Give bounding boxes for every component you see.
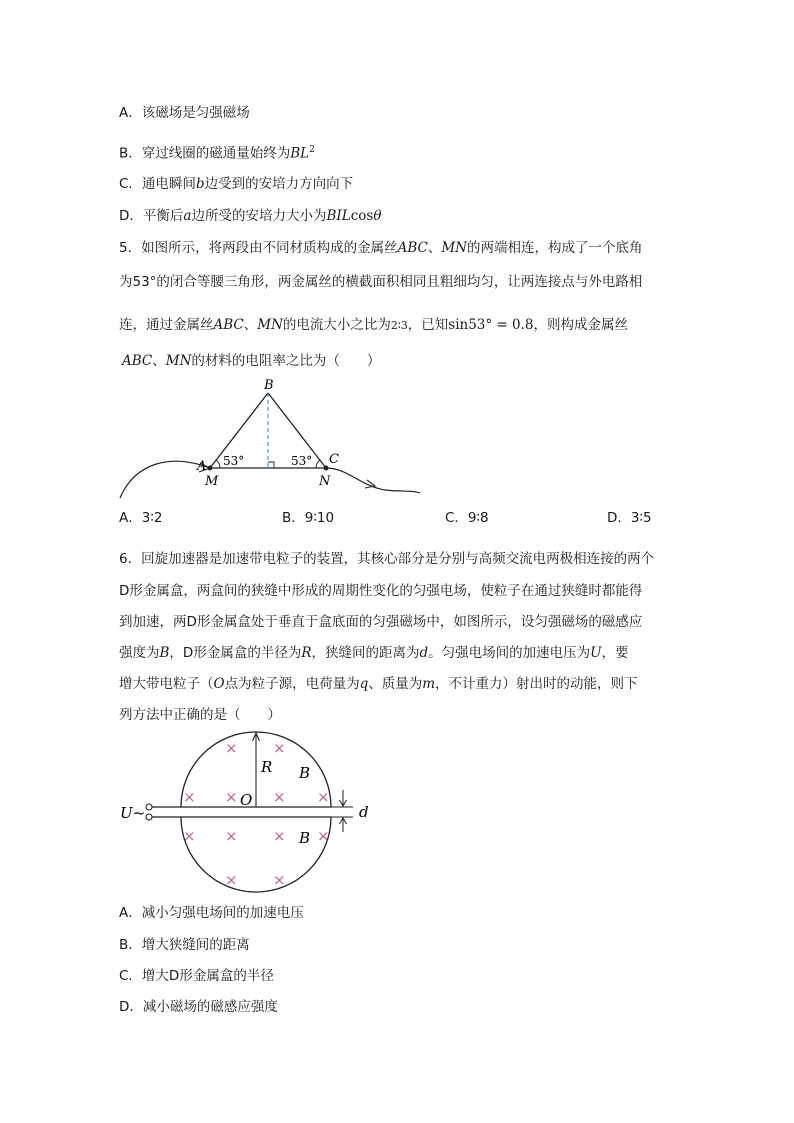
label-n: N (319, 474, 331, 489)
q5-abc: ABC (213, 317, 244, 333)
wire-right-curve (326, 468, 420, 493)
cross-icon: × (273, 827, 286, 845)
q5-line-1 (119, 238, 642, 258)
cross-icon: × (225, 788, 238, 806)
q6-text: 。匀强电场间的加速电压为 (428, 645, 591, 661)
q6-option-d: D．减小磁场的磁感应强度 (119, 999, 278, 1015)
q5-abc: ABC (122, 353, 153, 369)
q6-var-q: q (359, 676, 369, 692)
label-d: d (359, 803, 369, 821)
q5-option-c: C．9∶8 (445, 510, 489, 526)
label-m: M (205, 474, 219, 489)
q6-var-o: O (213, 676, 225, 692)
q4-option-b-sup: 2 (309, 145, 315, 155)
q6-text: ，要 (601, 645, 629, 661)
q5-text: 的电流大小之比为 (282, 317, 391, 333)
q5-option-b: B．9∶10 (282, 510, 335, 526)
q6-var-m: m (422, 676, 436, 692)
q6-text: ，狭缝间的距离为 (311, 645, 420, 661)
q6-line-6: 列方法中正确的是（ ） (119, 707, 281, 723)
q4-option-c-post: 边受到的安培力方向向下 (204, 176, 354, 192)
q4-option-b (119, 140, 315, 164)
right-angle-mark (268, 462, 274, 468)
label-u: U~ (120, 804, 146, 822)
cross-icon: × (183, 827, 196, 845)
q5-sin: sin53° = 0.8 (448, 317, 534, 333)
q4-option-c (119, 174, 353, 194)
q5-text: ，则构成金属丝 (533, 317, 628, 333)
label-o: O (240, 791, 253, 809)
label-angle-right: 53° (291, 454, 313, 468)
cross-icon: × (225, 871, 238, 889)
terminal-upper (146, 804, 152, 810)
q4-option-b-text: B．穿过线圈的磁通量始终为 (119, 145, 291, 162)
angle-arc-left (216, 460, 220, 468)
label-c: C (329, 452, 339, 467)
q6-text: 、质量为 (368, 676, 423, 692)
q5-option-d: D．3∶5 (607, 510, 652, 526)
q6-text: 强度为 (119, 645, 160, 661)
cross-icon: × (183, 788, 196, 806)
q4-option-c-var: b (195, 176, 205, 192)
q6-var-b: B (159, 645, 170, 661)
q6-option-b: B．增大狭缝间的距离 (119, 937, 250, 953)
cross-icon: × (273, 871, 286, 889)
q5-triangle-figure (110, 378, 430, 508)
label-b: B (264, 378, 274, 393)
q4-option-d-pre: D．平衡后 (119, 208, 184, 224)
q6-line-4 (119, 643, 629, 663)
angle-arc-right (316, 460, 320, 468)
q5-text: ，已知 (407, 317, 449, 333)
q6-var-d: d (419, 645, 429, 661)
q4-option-d-post: 边所受的安培力大小为 (191, 208, 327, 224)
cross-icon: × (273, 788, 286, 806)
node-a (208, 466, 213, 471)
label-r: R (261, 758, 273, 776)
q5-sep: 、 (152, 353, 166, 369)
q4-option-d-cos: cos (350, 208, 374, 224)
q5-mn: MN (257, 317, 283, 333)
q5-mn: MN (441, 240, 467, 256)
cross-icon: × (225, 739, 238, 757)
label-a: A (197, 459, 207, 474)
q6-text: 点为粒子源，电荷量为 (224, 676, 360, 692)
q6-var-u: U (590, 645, 602, 661)
q5-line-2: 为53°的闭合等腰三角形，两金属丝的横截面积相同且粗细均匀，让两连接点与外电路相 (119, 274, 643, 290)
q5-text: 的材料的电阻率之比为（ ） (191, 353, 381, 369)
terminal-lower (146, 814, 152, 820)
q6-line-1: 6．回旋加速器是加速带电粒子的装置，其核心部分是分别与高频交流电两极相连接的两个 (119, 551, 655, 567)
q6-option-a: A．减小匀强电场间的加速电压 (119, 905, 304, 921)
q4-option-d-var: a (183, 208, 192, 224)
q5-ratio: 2∶3 (390, 319, 408, 332)
q4-option-c-pre: C．通电瞬间 (119, 176, 196, 192)
q6-text: 增大带电粒子（ (119, 676, 214, 692)
q5-option-a: A．3∶2 (119, 510, 163, 526)
q4-option-a: A．该磁场是匀强磁场 (119, 105, 250, 121)
q6-option-c: C．增大D形金属盒的半径 (119, 968, 274, 984)
q6-line-3: 到加速，两D形金属盒处于垂直于盒底面的匀强磁场中，如图所示，设匀强磁场的磁感应 (119, 614, 643, 630)
q6-cyclotron-figure (110, 724, 380, 896)
cross-icon: × (317, 788, 330, 806)
q4-option-b-math: BL (290, 145, 310, 162)
q6-text: ，不计重力）射出时的动能，则下 (435, 676, 638, 692)
q5-text: 的两端相连，构成了一个底角 (466, 240, 643, 256)
q6-line-5 (119, 674, 638, 694)
label-b-bottom: B (299, 829, 311, 847)
cross-icon: × (273, 739, 286, 757)
q5-text: 连，通过金属丝 (119, 317, 214, 333)
q6-text: ，D形金属盒的半径为 (169, 645, 302, 661)
label-angle-left: 53° (223, 454, 245, 468)
q4-option-d (119, 206, 381, 226)
q5-line-4 (122, 351, 380, 371)
q5-text: 5．如图所示，将两段由不同材质构成的金属丝 (119, 240, 398, 256)
q6-var-r: R (301, 645, 312, 661)
q6-line-2: D形金属盒，两盒间的狭缝中形成的周期性变化的匀强电场，使粒子在通过狭缝时都能得 (119, 583, 643, 599)
label-b-top: B (299, 764, 311, 782)
q5-mn: MN (165, 353, 192, 369)
q5-sep: 、 (243, 317, 258, 333)
cross-icon: × (225, 827, 238, 845)
q4-option-d-theta: θ (373, 208, 382, 224)
q5-sep: 、 (427, 240, 442, 256)
q5-abc: ABC (397, 240, 428, 256)
cross-icon: × (317, 827, 330, 845)
q4-option-d-math: BIL (326, 208, 351, 224)
q5-line-3 (119, 315, 628, 336)
